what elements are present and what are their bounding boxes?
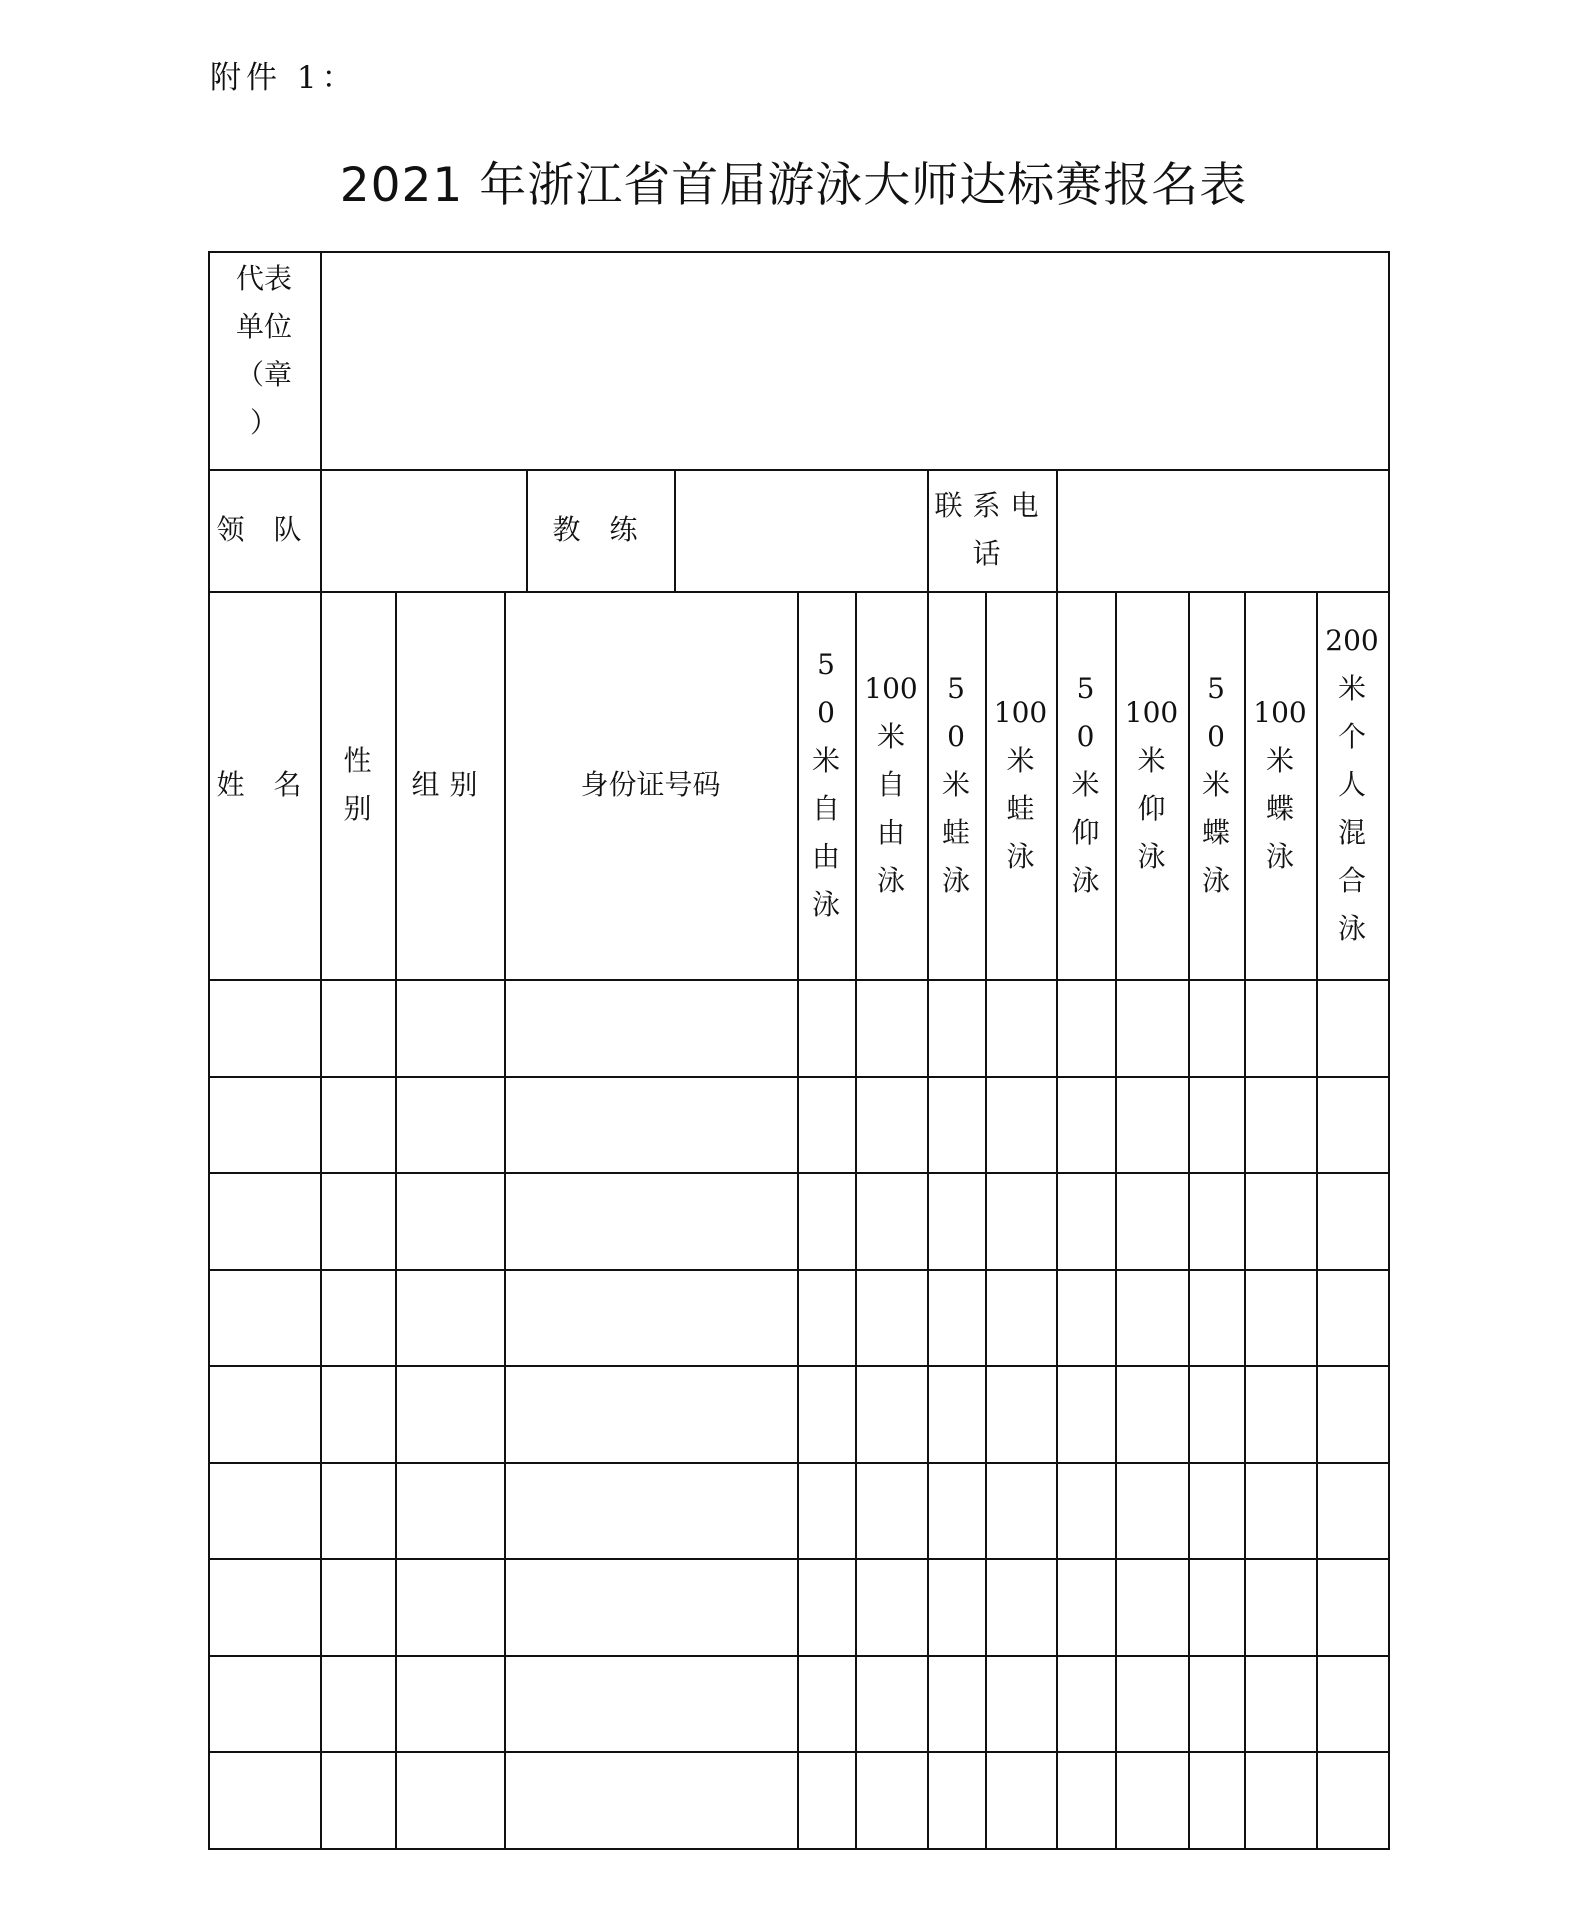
registration-form-table bbox=[208, 251, 1390, 1851]
table-row bbox=[208, 979, 1390, 1076]
phone-label-cell bbox=[927, 469, 1056, 591]
event-label-line: 0 bbox=[947, 720, 965, 753]
event-label-line: 泳 bbox=[1337, 912, 1366, 945]
event-label-line: 蝶 bbox=[1265, 792, 1294, 825]
event-label-line: 混 bbox=[1337, 816, 1366, 849]
event-label bbox=[864, 665, 917, 905]
header-gender bbox=[343, 737, 371, 833]
coach-label: 教 练 bbox=[552, 513, 648, 546]
coach-label-cell bbox=[526, 469, 674, 591]
event-label-line: 米 bbox=[1337, 672, 1366, 705]
unit-input-cell bbox=[320, 251, 1390, 469]
header-event-cell bbox=[927, 591, 985, 979]
event-label-line: 5 bbox=[947, 672, 965, 705]
unit-label-line: 单位 bbox=[235, 310, 292, 343]
event-label bbox=[1125, 689, 1178, 881]
event-label-line: 蛙 bbox=[941, 816, 970, 849]
phone-input-cell bbox=[1056, 469, 1390, 591]
table-row bbox=[208, 1558, 1390, 1655]
header-gender-cell bbox=[320, 591, 395, 979]
table-row bbox=[208, 1655, 1390, 1751]
event-label-line: 泳 bbox=[811, 888, 840, 921]
event-label-line: 由 bbox=[811, 840, 840, 873]
event-label-line: 泳 bbox=[876, 864, 905, 897]
event-label-line: 5 bbox=[1076, 672, 1095, 705]
unit-label-line: 代表 bbox=[235, 262, 292, 295]
table-border-bottom bbox=[208, 1848, 1390, 1850]
event-label-line: 米 bbox=[1006, 744, 1035, 777]
header-event-cell bbox=[985, 591, 1056, 979]
event-label bbox=[1071, 665, 1099, 905]
header-event-cell bbox=[1244, 591, 1316, 979]
event-label-line: 由 bbox=[876, 816, 905, 849]
event-label-line: 人 bbox=[1337, 768, 1366, 801]
event-label-line: 自 bbox=[811, 792, 840, 825]
event-label-line: 泳 bbox=[1071, 864, 1100, 897]
header-name-cell bbox=[208, 591, 320, 979]
unit-label bbox=[236, 255, 292, 447]
event-label-line: 泳 bbox=[1265, 840, 1294, 873]
unit-label-line: （章 bbox=[235, 358, 292, 391]
event-label-line: 仰 bbox=[1137, 792, 1166, 825]
coach-input-cell bbox=[674, 469, 927, 591]
header-event-cell bbox=[1056, 591, 1115, 979]
leader-label-cell bbox=[208, 469, 320, 591]
event-label-line: 米 bbox=[811, 744, 840, 777]
header-event-cell bbox=[1115, 591, 1188, 979]
event-label-line: 米 bbox=[1137, 744, 1166, 777]
event-label-line: 100 bbox=[1124, 696, 1179, 729]
header-group-cell bbox=[395, 591, 504, 979]
header-event-cell bbox=[1188, 591, 1244, 979]
event-label-line: 蝶 bbox=[1201, 816, 1230, 849]
event-label bbox=[1253, 689, 1306, 881]
phone-label bbox=[934, 482, 1048, 578]
attachment-label: 附件 1： bbox=[210, 60, 358, 96]
event-label-line: 仰 bbox=[1071, 816, 1100, 849]
event-label-line: 米 bbox=[1071, 768, 1100, 801]
header-id-number: 身份证号码 bbox=[580, 768, 721, 801]
table-row bbox=[208, 1751, 1390, 1848]
event-label bbox=[942, 665, 970, 905]
event-label-line: 自 bbox=[876, 768, 905, 801]
header-gender-line: 别 bbox=[343, 792, 372, 825]
event-label-line: 5 bbox=[817, 648, 835, 681]
event-label-line: 蛙 bbox=[1006, 792, 1035, 825]
event-label-line: 100 bbox=[864, 672, 918, 705]
event-label-line: 米 bbox=[1201, 768, 1230, 801]
event-label-line: 泳 bbox=[1201, 864, 1230, 897]
table-row bbox=[208, 1269, 1390, 1365]
header-gender-line: 性 bbox=[343, 744, 372, 777]
event-label bbox=[1202, 665, 1230, 905]
event-label-line: 100 bbox=[1253, 696, 1307, 729]
event-label-line: 米 bbox=[876, 720, 905, 753]
leader-input-cell bbox=[320, 469, 526, 591]
unit-label-line: ） bbox=[249, 406, 278, 439]
header-event-cell bbox=[855, 591, 927, 979]
event-label-line: 5 bbox=[1207, 672, 1225, 705]
event-label-line: 200 bbox=[1325, 624, 1379, 657]
unit-label-cell bbox=[208, 251, 320, 469]
header-event-cell bbox=[797, 591, 855, 979]
event-label-line: 米 bbox=[1265, 744, 1294, 777]
event-label bbox=[1325, 617, 1378, 953]
event-label-line: 泳 bbox=[1137, 840, 1166, 873]
header-id-cell bbox=[504, 591, 797, 979]
event-label bbox=[812, 641, 840, 929]
header-name: 姓 名 bbox=[216, 768, 312, 801]
event-label bbox=[994, 689, 1047, 881]
phone-label-line: 话 bbox=[972, 537, 1011, 570]
table-row bbox=[208, 1462, 1390, 1558]
event-label-line: 米 bbox=[941, 768, 970, 801]
form-title: 2021 年浙江省首届游泳大师达标赛报名表 bbox=[339, 158, 1248, 213]
table-row bbox=[208, 1172, 1390, 1269]
event-label-line: 泳 bbox=[941, 864, 970, 897]
event-label-line: 0 bbox=[1076, 720, 1095, 753]
event-label-line: 100 bbox=[993, 696, 1048, 729]
event-label-line: 0 bbox=[1207, 720, 1225, 753]
header-event-cell bbox=[1316, 591, 1388, 979]
event-label-line: 0 bbox=[817, 696, 835, 729]
leader-label: 领 队 bbox=[216, 513, 312, 546]
phone-label-line: 联系电 bbox=[934, 489, 1049, 522]
table-row bbox=[208, 1365, 1390, 1462]
header-group: 组别 bbox=[411, 768, 488, 801]
event-label-line: 泳 bbox=[1006, 840, 1035, 873]
event-label-line: 个 bbox=[1337, 720, 1366, 753]
table-row bbox=[208, 1076, 1390, 1172]
event-label-line: 合 bbox=[1337, 864, 1366, 897]
